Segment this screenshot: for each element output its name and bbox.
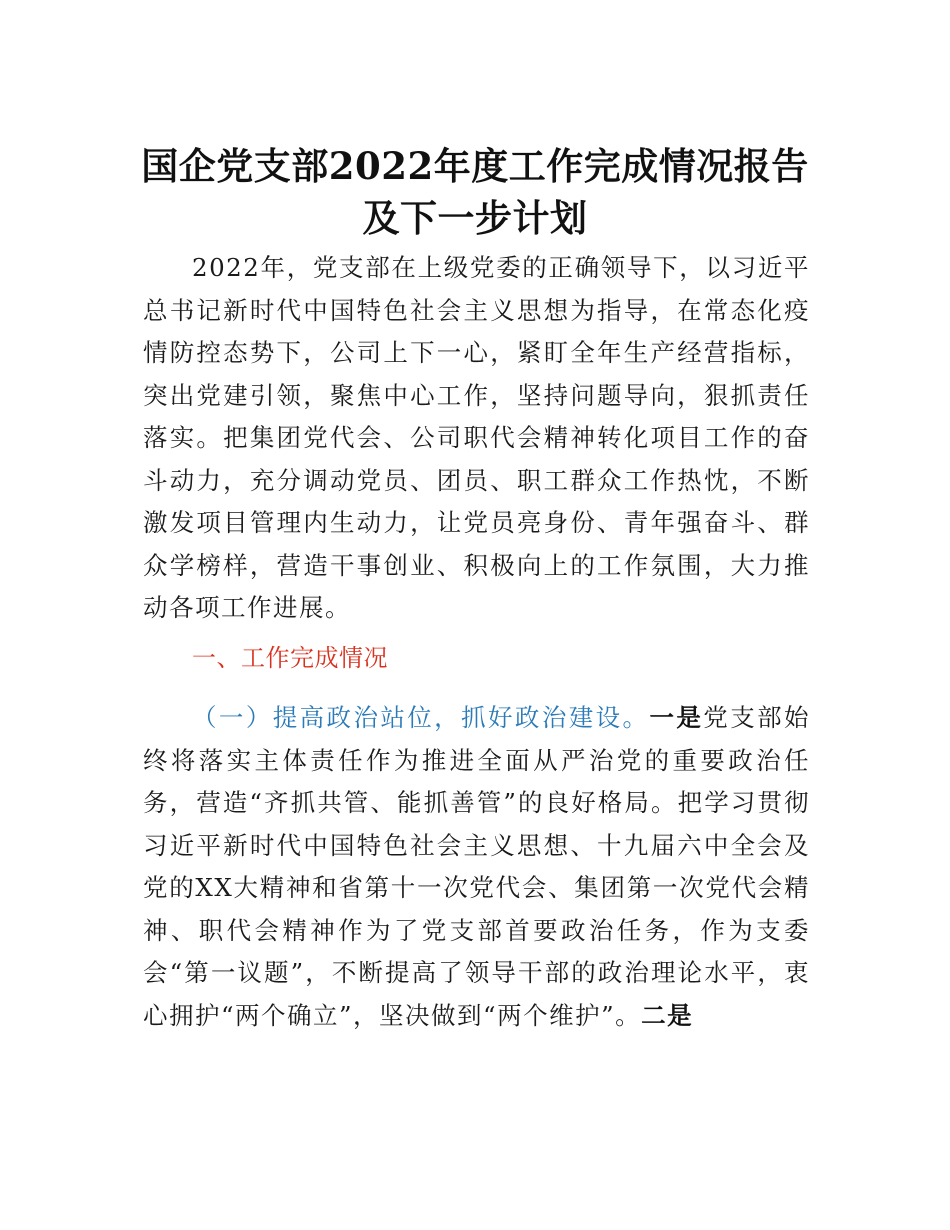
point-marker-first: 一是	[649, 703, 704, 732]
section-heading: 一、工作完成情况	[192, 644, 388, 672]
intro-paragraph: 2022年，党支部在上级党委的正确领导下，以习近平总书记新时代中国特色社会主义思想为指导，在常态化疫情防控态势下，公司上下一心，紧盯全年生产经营指标，突出党建引领，聚焦中心工作，坚持问题导向，狠抓责任落实。把集团党代会、公司职代会精神转化项目工作的奋斗动力，充分调动党员、团员、职工群众工作热忱，不断激发项目管理内生动力，让党员亮身份、青年强奋斗、群众学榜样，营造干事创业、积极向上的工作氛围，大力推动各项工作进展。	[143, 253, 810, 622]
document-title: 国企党支部2022年度工作完成情况报告及下一步计划	[141, 144, 809, 240]
point-marker-second: 二是	[641, 1000, 694, 1030]
subsection-paragraph	[143, 697, 810, 1037]
subsection-body-text: 党支部始终将落实主体责任作为推进全面从严治党的重要政治任务，营造“齐抓共管、能抓善管”的良好格局。把学习贯彻习近平新时代中国特色社会主义思想、十九届六中全会及党的XX大精神和省第十一次党代会、集团第一次党代会精神、职代会精神作为了党支部首要政治任务，作为支委会“第一议题”，不断提高了领导干部的政治理论水平，衷心拥护“两个确立”，坚决做到“两个维护”。	[143, 703, 811, 1030]
subsection-heading: （一）提高政治站位，抓好政治建设。	[192, 703, 650, 732]
